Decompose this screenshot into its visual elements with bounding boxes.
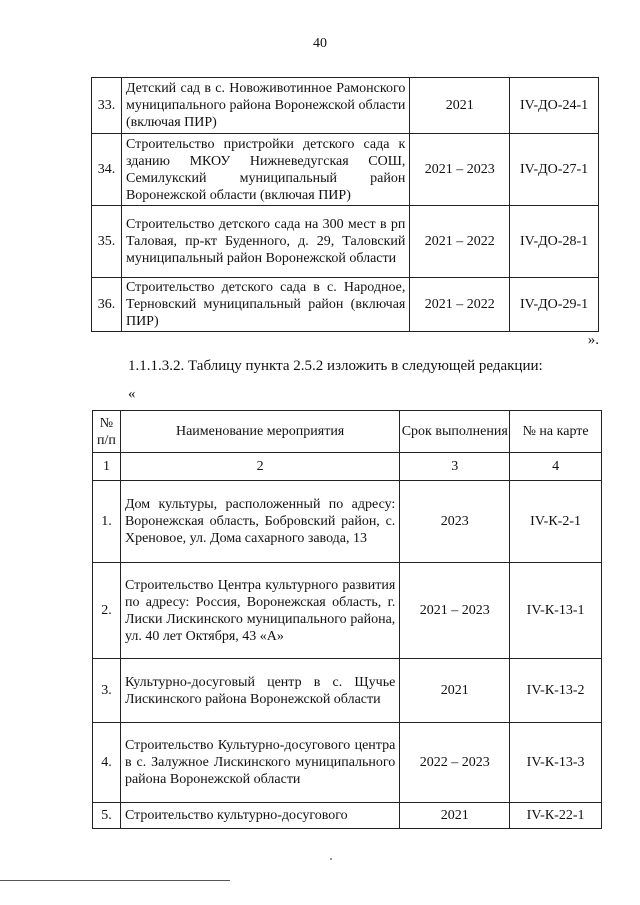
row-term: 2021 – 2022 [410, 206, 510, 278]
column-index: 3 [400, 453, 510, 481]
table-row [93, 563, 602, 659]
row-term: 2023 [400, 481, 510, 563]
row-number: 2. [93, 563, 121, 659]
table-row [92, 206, 599, 278]
row-description: Строительство Культурно-досугового центра в с. Залужное Лискинского муниципального района Воронежской области [120, 723, 399, 803]
header-term: Срок выполнения [400, 411, 510, 453]
continued-table [91, 77, 599, 332]
row-term: 2021 – 2023 [400, 563, 510, 659]
row-map-code: IV-ДО-29-1 [510, 278, 599, 332]
closing-quote: ». [587, 332, 599, 348]
row-number: 4. [93, 723, 121, 803]
header-number: № п/п [93, 411, 121, 453]
row-description: Детский сад в с. Новоживотинное Рамонского муниципального района Воронежской области (включая ПИР) [121, 78, 409, 134]
header-map-number: № на карте [510, 411, 602, 453]
row-description: Строительство культурно-досугового [120, 803, 399, 829]
column-index: 4 [510, 453, 602, 481]
table-row [93, 659, 602, 723]
events-table [92, 410, 602, 829]
row-number: 36. [92, 278, 122, 332]
row-map-code: IV-ДО-24-1 [510, 78, 599, 134]
row-term: 2021 [400, 803, 510, 829]
row-number: 33. [92, 78, 122, 134]
row-number: 3. [93, 659, 121, 723]
row-term: 2021 – 2022 [410, 278, 510, 332]
row-number: 34. [92, 134, 122, 206]
row-term: 2021 – 2023 [410, 134, 510, 206]
opening-quote: « [128, 386, 136, 402]
row-description: Строительство Центра культурного развития по адресу: Россия, Воронежская область, г. Лиски Лискинского муниципального района, ул. 40 лет Октября, 43 «А» [120, 563, 399, 659]
instruction-paragraph: 1.1.1.3.2. Таблицу пункта 2.5.2 изложить в следующей редакции: [128, 358, 543, 374]
column-index: 2 [120, 453, 399, 481]
scan-artifact [330, 858, 332, 860]
table-row [92, 78, 599, 134]
row-map-code: IV-ДО-27-1 [510, 134, 599, 206]
row-term: 2021 [400, 659, 510, 723]
table-header-row [93, 411, 602, 453]
table-row [92, 134, 599, 206]
row-map-code: IV-К-13-2 [510, 659, 602, 723]
row-description: Строительство детского сада на 300 мест в рп Таловая, пр-кт Буденного, д. 29, Таловский муниципальный район Воронежской области [121, 206, 409, 278]
row-description: Культурно-досуговый центр в с. Щучье Лискинского района Воронежской области [120, 659, 399, 723]
header-name: Наименование мероприятия [120, 411, 399, 453]
row-map-code: IV-К-2-1 [510, 481, 602, 563]
row-map-code: IV-ДО-28-1 [510, 206, 599, 278]
table-row [93, 481, 602, 563]
page-number: 40 [313, 36, 327, 51]
row-number: 5. [93, 803, 121, 829]
row-term: 2022 – 2023 [400, 723, 510, 803]
footer-rule [0, 880, 230, 881]
column-index: 1 [93, 453, 121, 481]
row-description: Строительство детского сада в с. Народное, Терновский муниципальный район (включая ПИР) [121, 278, 409, 332]
row-description: Строительство пристройки детского сада к зданию МКОУ Нижневедугская СОШ, Семилукский муниципальный район Воронежской области (включая ПИР) [121, 134, 409, 206]
row-description: Дом культуры, расположенный по адресу: Воронежская область, Бобровский район, с. Хреновое, ул. Дома сахарного завода, 13 [120, 481, 399, 563]
row-number: 1. [93, 481, 121, 563]
table-row [93, 723, 602, 803]
row-term: 2021 [410, 78, 510, 134]
row-map-code: IV-К-22-1 [510, 803, 602, 829]
table-index-row [93, 453, 602, 481]
row-map-code: IV-К-13-1 [510, 563, 602, 659]
table-row [92, 278, 599, 332]
row-map-code: IV-К-13-3 [510, 723, 602, 803]
table-row [93, 803, 602, 829]
row-number: 35. [92, 206, 122, 278]
